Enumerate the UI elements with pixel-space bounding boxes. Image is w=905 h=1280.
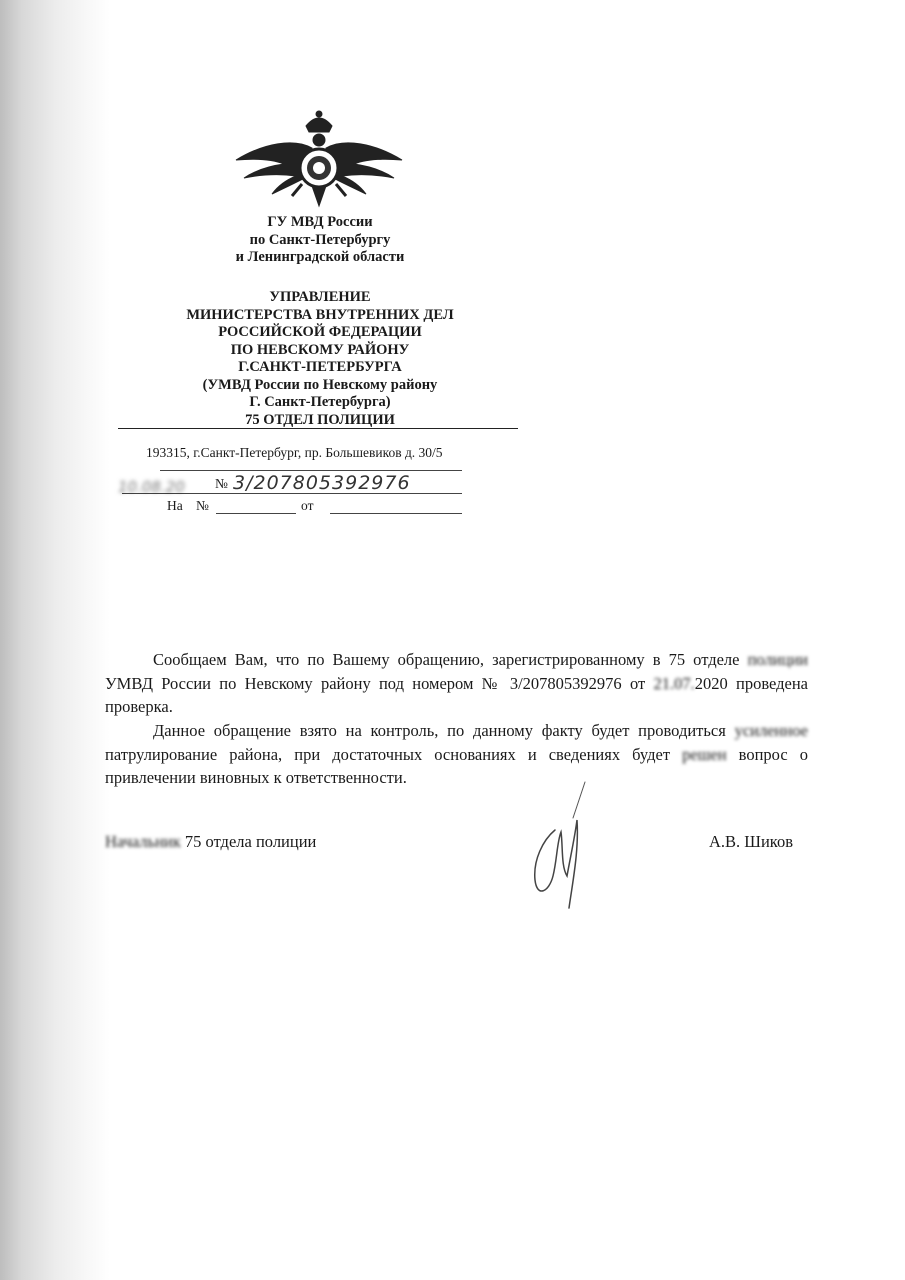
text-run: УМВД России по Невскому району под номером № 3/207805392976 от xyxy=(105,673,654,693)
dept-line: 75 ОТДЕЛ ПОЛИЦИИ xyxy=(245,411,395,428)
handwritten-signature xyxy=(515,780,605,920)
handwritten-date: 10.08.20 xyxy=(118,478,185,496)
blurred-text-run: Начальник xyxy=(105,832,181,851)
blurred-text-run: усиленное xyxy=(734,721,808,740)
dept-line: МИНИСТЕРСТВА ВНУТРЕННИХ ДЕЛ xyxy=(186,306,454,323)
mvd-emblem-icon xyxy=(234,108,404,208)
reply-from: от xyxy=(301,498,314,513)
reply-number-sign: № xyxy=(196,498,209,513)
department-header xyxy=(120,289,520,429)
signatory-position xyxy=(105,832,316,852)
signatory-name: А.В. Шиков xyxy=(709,832,793,851)
text-run: Данное обращение взято на контроль, по данному факту будет проводиться xyxy=(153,721,735,740)
reply-prefix: На xyxy=(167,498,183,513)
address-line: 193315, г.Санкт-Петербург, пр. Большевиков д. 30/5 xyxy=(146,445,443,460)
text-run: патрулирование района, при достаточных основаниях и сведениях будет xyxy=(105,744,683,764)
text-run: Сообщаем Вам, что по Вашему обращению, зарегистрированному в 75 отделе xyxy=(153,650,748,669)
dept-line: Г. Санкт-Петербурга) xyxy=(249,394,391,410)
dept-line: УПРАВЛЕНИЕ xyxy=(269,289,371,305)
blurred-text-run: 21.07. xyxy=(653,673,695,693)
dept-line: ПО НЕВСКОМУ РАЙОНУ xyxy=(230,341,410,358)
number-sign: № xyxy=(215,476,228,491)
reply-number-line xyxy=(216,513,296,514)
dept-line: (УМВД России по Невскому району xyxy=(202,376,438,393)
org-line: и Ленинградской области xyxy=(235,249,405,265)
text-run: 2020 проведена проверка. xyxy=(105,673,808,716)
blurred-text-run: решен xyxy=(682,744,727,764)
dept-line: РОССИЙСКОЙ ФЕДЕРАЦИИ xyxy=(218,324,422,340)
reply-date-line xyxy=(330,513,462,514)
text-run: 75 отдела полиции xyxy=(180,832,317,851)
ministry-header xyxy=(120,214,520,267)
body-paragraph-2 xyxy=(105,719,808,790)
blurred-text-run: полиции xyxy=(747,650,808,669)
dept-line: Г.САНКТ-ПЕТЕРБУРГА xyxy=(238,359,402,375)
org-line: по Санкт-Петербургу xyxy=(249,231,391,248)
text-run: вопрос о привлечении виновных к ответственности. xyxy=(105,744,808,787)
registration-line-top xyxy=(160,470,462,471)
org-line: ГУ МВД России xyxy=(267,214,373,230)
handwritten-registration-number: 3/207805392976 xyxy=(233,472,411,494)
header-divider xyxy=(118,428,518,429)
body-paragraph-1 xyxy=(105,648,808,719)
